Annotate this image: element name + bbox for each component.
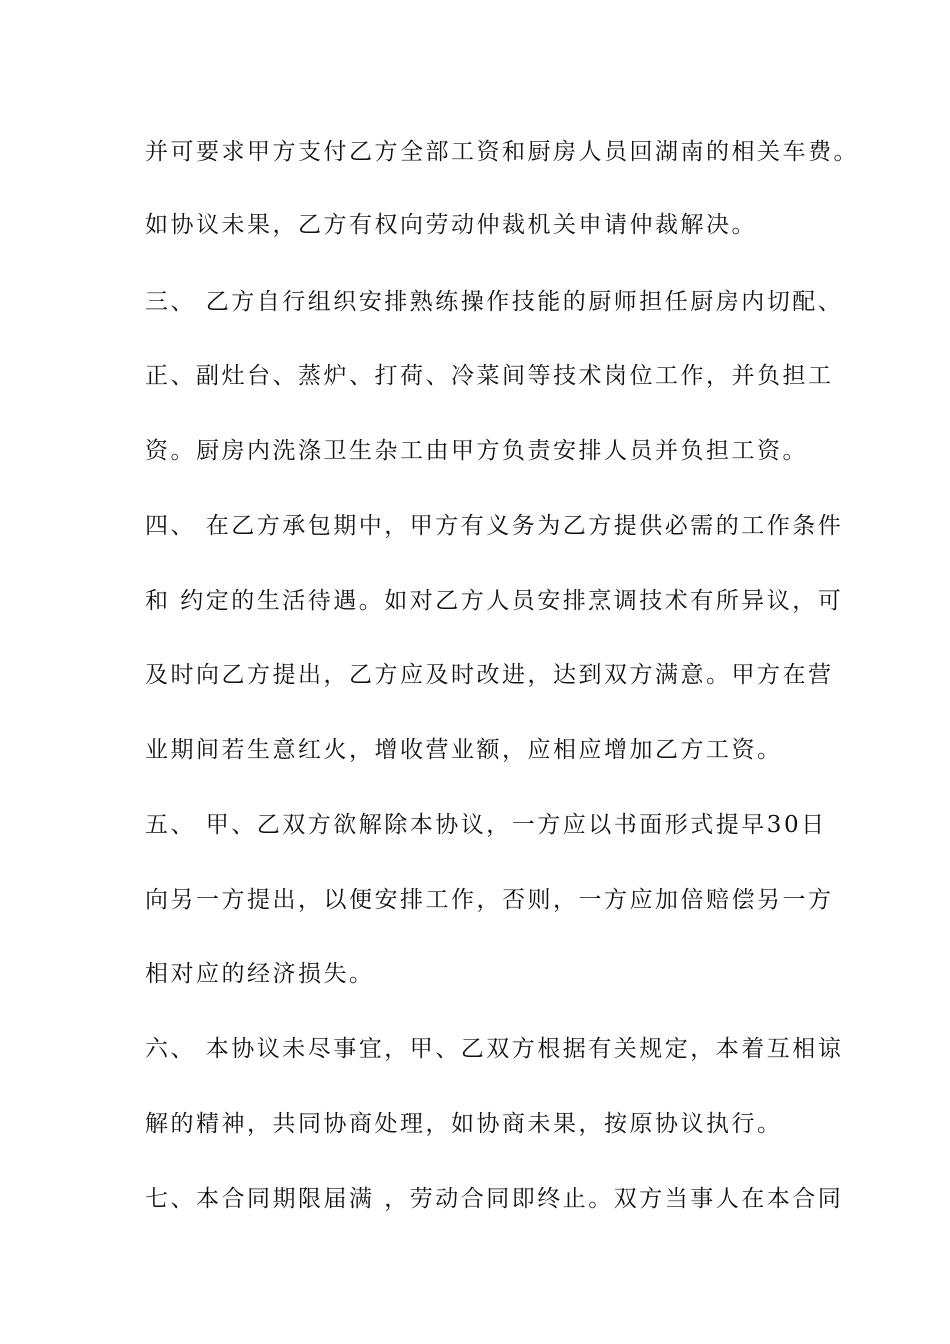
text-line: 和 约定的生活待遇。如对乙方人员安排烹调技术有所异议，可 [145,588,844,614]
text-line: 解的精神，共同协商处理，如协商未果，按原协议执行。 [145,1111,783,1137]
text-line: 并可要求甲方支付乙方全部工资和厨房人员回湖南的相关车费。 [145,139,859,165]
text-line: 三、 乙方自行组织安排熟练操作技能的厨师担任厨房内切配、 [145,289,844,315]
text-line: 五、 甲、乙双方欲解除本协议，一方应以书面形式提早30日 [145,812,827,838]
text-line: 相对应的经济损失。 [145,961,375,987]
text-line: 向另一方提出，以便安排工作，否则，一方应加倍赔偿另一方 [145,887,834,913]
text-line: 六、 本协议未尽事宜，甲、乙双方根据有关规定，本着互相谅 [145,1036,844,1062]
text-line: 正、副灶台、蒸炉、打荷、冷菜间等技术岗位工作，并负担工 [145,363,834,389]
text-line: 四、 在乙方承包期中，甲方有义务为乙方提供必需的工作条件 [145,513,844,539]
text-line: 七、本合同期限届满 ，劳动合同即终止。双方当事人在本合同 [145,1186,844,1212]
text-line: 及时向乙方提出，乙方应及时改进，达到双方满意。甲方在营 [145,662,834,688]
text-line: 资。厨房内洗涤卫生杂工由甲方负责安排人员并负担工资。 [145,438,808,464]
text-line: 业期间若生意红火，增收营业额，应相应增加乙方工资。 [145,737,783,763]
text-line: 如协议未果，乙方有权向劳动仲裁机关申请仲裁解决。 [145,212,757,238]
